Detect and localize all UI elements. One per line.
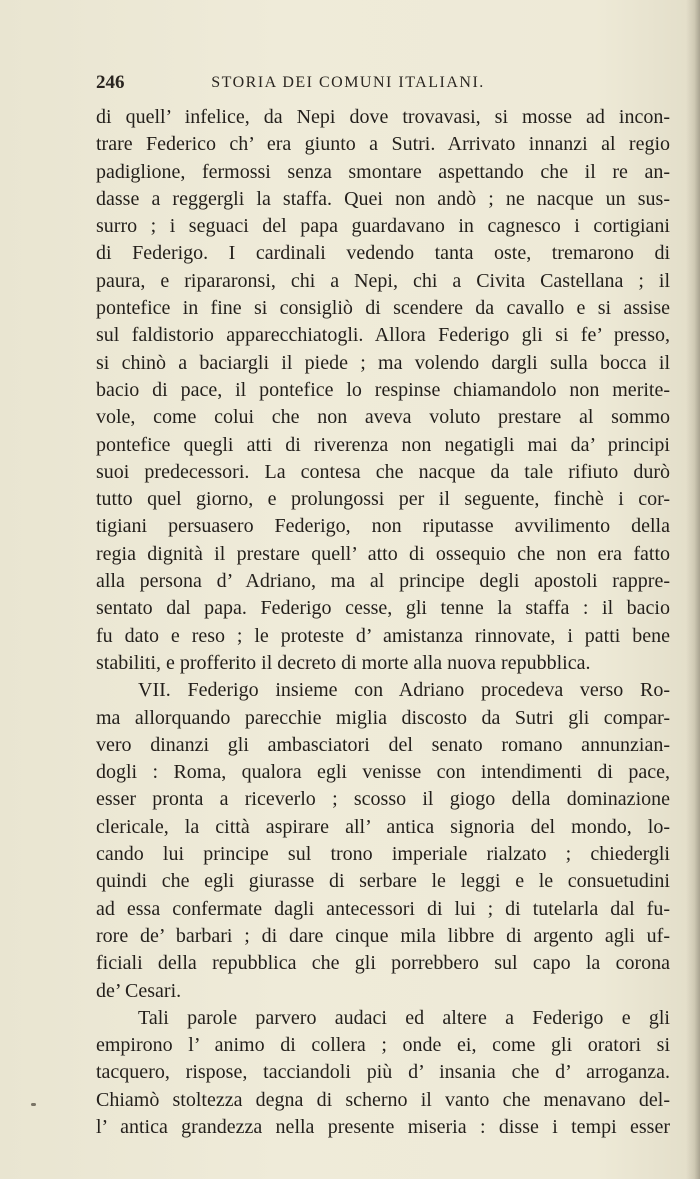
text-line: padiglione, fermossi senza smontare aspettando che il re an- (96, 160, 670, 183)
paper-speck (31, 1103, 36, 1106)
text-line: surro ; i seguaci del papa guardavano in cagnesco i cortigiani (96, 215, 670, 238)
page-edge-shadow (686, 0, 700, 1179)
running-title: STORIA DEI COMUNI ITALIANI. (211, 74, 485, 91)
text-line: vole, come colui che non aveva voluto prestare al sommo (96, 406, 670, 429)
text-line: cando lui principe sul trono imperiale rialzato ; chiedergli (96, 843, 670, 866)
text-line: clericale, la città aspirare all’ antica signoria del mondo, lo- (96, 815, 670, 838)
text-line: pontefice quegli atti di riverenza non negatigli mai da’ principi (96, 433, 670, 456)
text-line: rore de’ barbari ; di dare cinque mila libbre di argento agli uf- (96, 924, 670, 947)
text-line: regia dignità il prestare quell’ atto di ossequio che non era fatto (96, 542, 670, 565)
text-line: sentato dal papa. Federigo cesse, gli tenne la staffa : il bacio (96, 597, 670, 620)
text-line: tutto quel giorno, e prolungossi per il seguente, finchè i cor- (96, 488, 670, 511)
text-line: l’ antica grandezza nella presente miseria : disse i tempi esser (96, 1115, 670, 1138)
text-line: fu dato e reso ; le proteste d’ amistanza rinnovate, i patti bene (96, 624, 670, 647)
text-line: Chiamò stoltezza degna di scherno il vanto che menavano del- (96, 1088, 670, 1111)
text-line: trare Federico ch’ era giunto a Sutri. Arrivato innanzi al regio (96, 133, 670, 156)
text-line: paura, e ripararonsi, chi a Nepi, chi a Civita Castellana ; il (96, 269, 670, 292)
text-line: vero dinanzi gli ambasciatori del senato romano annunzian- (96, 733, 670, 756)
section-heading-line: VII. Federigo insieme con Adriano procedeva verso Ro- (138, 679, 670, 702)
text-line: quindi che egli giurasse di serbare le leggi e le consuetudini (96, 870, 670, 893)
text-line: di Federigo. I cardinali vedendo tanta oste, tremarono di (96, 242, 670, 265)
text-line: esser pronta a riceverlo ; scosso il giogo della dominazione (96, 788, 670, 811)
text-line: bacio di pace, il pontefice lo respinse chiamandolo non merite- (96, 378, 670, 401)
text-line: tigiani persuasero Federigo, non riputasse avvilimento della (96, 515, 670, 538)
text-line: tacquero, rispose, tacciandoli più d’ insania che d’ arroganza. (96, 1061, 670, 1084)
text-line: empirono l’ animo di collera ; onde ei, come gli oratori si (96, 1034, 670, 1057)
page-number: 246 (96, 72, 125, 93)
paragraph-start-line: Tali parole parvero audaci ed altere a Federigo e gli (138, 1006, 670, 1029)
text-line: de’ Cesari. (96, 979, 182, 1002)
page-header (96, 72, 600, 98)
text-line: pontefice in fine si consigliò di scendere da cavallo e si assise (96, 297, 670, 320)
body-text (96, 104, 670, 1141)
text-line: sul faldistorio apparecchiatogli. Allora Federigo gli si fe’ presso, (96, 324, 670, 347)
text-line: di quell’ infelice, da Nepi dove trovavasi, si mosse ad incon- (96, 106, 670, 128)
text-line: ma allorquando parecchie miglia discosto da Sutri gli compar- (96, 706, 670, 729)
text-line: si chinò a baciargli il piede ; ma volendo dargli sulla bocca il (96, 351, 670, 374)
text-line: dasse a reggergli la staffa. Quei non andò ; ne nacque un sus- (96, 187, 670, 210)
text-line: suoi predecessori. La contesa che nacque da tale rifiuto durò (96, 460, 670, 483)
text-line: alla persona d’ Adriano, ma al principe degli apostoli rappre- (96, 570, 670, 593)
text-line: ficiali della repubblica che gli porrebbero sul capo la corona (96, 952, 670, 975)
text-line: ad essa confermate dagli antecessori di lui ; di tutelarla dal fu- (96, 897, 670, 920)
text-line: stabiliti, e profferito il decreto di morte alla nuova repubblica. (96, 651, 591, 674)
text-line: dogli : Roma, qualora egli venisse con intendimenti di pace, (96, 761, 670, 784)
